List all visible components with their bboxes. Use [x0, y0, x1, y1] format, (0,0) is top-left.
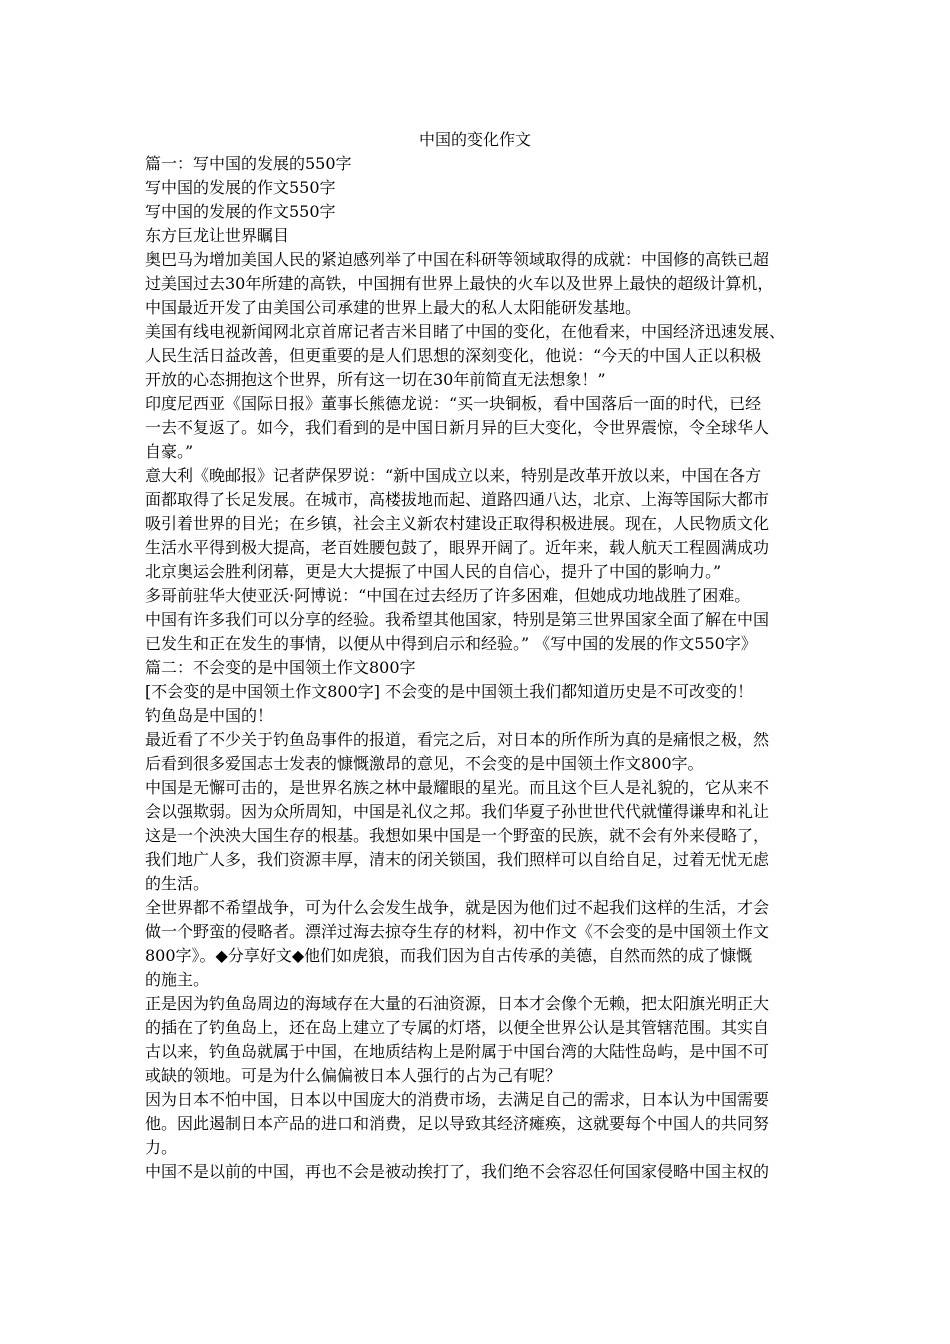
- text-line: 人民生活日益改善，但更重要的是人们思想的深刻变化，他说：“今天的中国人正以积极: [145, 346, 762, 365]
- text-line: 吸引着世界的目光；在乡镇，社会主义新农村建设正取得积极进展。现在，人民物质文化: [145, 514, 770, 533]
- text-line: 中国不是以前的中国，再也不会是被动挨打了，我们绝不会容忍任何国家侵略中国主权的: [145, 1162, 770, 1181]
- text-line: 自豪。”: [145, 442, 194, 461]
- text-line: 最近看了不少关于钓鱼岛事件的报道，看完之后，对日本的所作所为真的是痛恨之极，然: [145, 730, 770, 749]
- text-line: 做一个野蛮的侵略者。漂洋过海去掠夺生存的材料，初中作文《不会变的是中国领土作文: [145, 922, 770, 941]
- text-line: [不会变的是中国领土作文800字] 不会变的是中国领土我们都知道历史是不可改变的！: [145, 682, 754, 701]
- text-line: 中国最近开发了由美国公司承建的世界上最大的私人太阳能研发基地。: [145, 298, 642, 317]
- text-line: 开放的心态拥抱这个世界，所有这一切在30年前简直无法想象！”: [145, 370, 606, 389]
- text-line: 篇二：不会变的是中国领土作文800字: [145, 658, 416, 677]
- text-line: 印度尼西亚《国际日报》董事长熊德龙说：“买一块铜板，看中国落后一面的时代，已经: [145, 394, 762, 413]
- text-line: 800字》。◆分享好文◆他们如虎狼，而我们因为自古传承的美德，自然而然的成了慷慨: [145, 946, 753, 965]
- text-line: 东方巨龙让世界瞩目: [145, 226, 290, 245]
- text-line: 我们地广人多，我们资源丰厚，清末的闭关锁国，我们照样可以自给自足，过着无忧无虑: [145, 850, 770, 869]
- text-line: 中国有许多我们可以分享的经验。我希望其他国家，特别是第三世界国家全面了解在中国: [145, 610, 770, 629]
- text-line: 过美国过去30年所建的高铁，中国拥有世界上最快的火车以及世界上最快的超级计算机，: [145, 274, 774, 293]
- text-line: 意大利《晚邮报》记者萨保罗说：“新中国成立以来，特别是改革开放以来，中国在各方: [145, 466, 762, 485]
- text-line: 的插在了钓鱼岛上，还在岛上建立了专属的灯塔，以便全世界公认是其管辖范围。其实自: [145, 1018, 770, 1037]
- text-line: 奥巴马为增加美国人民的紧迫感列举了中国在科研等领域取得的成就：中国修的高铁已超: [145, 250, 770, 269]
- text-line: 这是一个泱泱大国生存的根基。我想如果中国是一个野蛮的民族，就不会有外来侵略了，: [145, 826, 770, 845]
- text-line: 篇一：写中国的发展的550字: [145, 154, 352, 173]
- text-line: 写中国的发展的作文550字: [145, 202, 336, 221]
- text-line: 生活水平得到极大提高，老百姓腰包鼓了，眼界开阔了。近年来，载人航天工程圆满成功: [145, 538, 770, 557]
- text-line: 或缺的领地。可是为什么偏偏被日本人强行的占为己有呢？: [145, 1066, 562, 1085]
- text-line: 已发生和正在发生的事情，以便从中得到启示和经验。” 《写中国的发展的作文550字》: [145, 634, 757, 653]
- text-line: 面都取得了长足发展。在城市，高楼拔地而起、道路四通八达，北京、上海等国际大都市: [145, 490, 770, 509]
- text-line: 的生活。: [145, 874, 210, 893]
- text-line: 会以强欺弱。因为众所周知，中国是礼仪之邦。我们华夏子孙世世代代就懂得谦卑和礼让: [145, 802, 770, 821]
- text-line: 全世界都不希望战争，可为什么会发生战争，就是因为他们过不起我们这样的生活，才会: [145, 898, 770, 917]
- document-title: 中国的变化作文: [418, 130, 531, 149]
- text-line: 他。因此遏制日本产品的进口和消费，足以导致其经济瘫痪，这就要每个中国人的共同努: [145, 1114, 770, 1133]
- text-line: 后看到很多爱国志士发表的慷慨激昂的意见，不会变的是中国领土作文800字。: [145, 754, 704, 773]
- text-line: 一去不复返了。如今，我们看到的是中国日新月异的巨大变化，令世界震惊，令全球华人: [145, 418, 770, 437]
- text-line: 力。: [145, 1138, 178, 1157]
- text-line: 的施主。: [145, 970, 210, 989]
- text-line: 正是因为钓鱼岛周边的海域存在大量的石油资源，日本才会像个无赖，把太阳旗光明正大: [145, 994, 770, 1013]
- text-line: 中国是无懈可击的，是世界名族之林中最耀眼的星光。而且这个巨人是礼貌的，它从来不: [145, 778, 770, 797]
- text-line: 北京奥运会胜利闭幕，更是大大提振了中国人民的自信心，提升了中国的影响力。”: [145, 562, 722, 581]
- text-line: 因为日本不怕中国，日本以中国庞大的消费市场，去满足自己的需求，日本认为中国需要: [145, 1090, 770, 1109]
- text-line: 钓鱼岛是中国的！: [145, 706, 274, 725]
- text-line: 写中国的发展的作文550字: [145, 178, 336, 197]
- text-line: 多哥前驻华大使亚沃·阿博说：“中国在过去经历了许多困难，但她成功地战胜了困难。: [145, 586, 751, 605]
- text-line: 美国有线电视新闻网北京首席记者吉米目睹了中国的变化，在他看来，中国经济迅速发展、: [145, 322, 786, 341]
- text-line: 古以来，钓鱼岛就属于中国，在地质结构上是附属于中国台湾的大陆性岛屿，是中国不可: [145, 1042, 770, 1061]
- document-body: [145, 152, 810, 1184]
